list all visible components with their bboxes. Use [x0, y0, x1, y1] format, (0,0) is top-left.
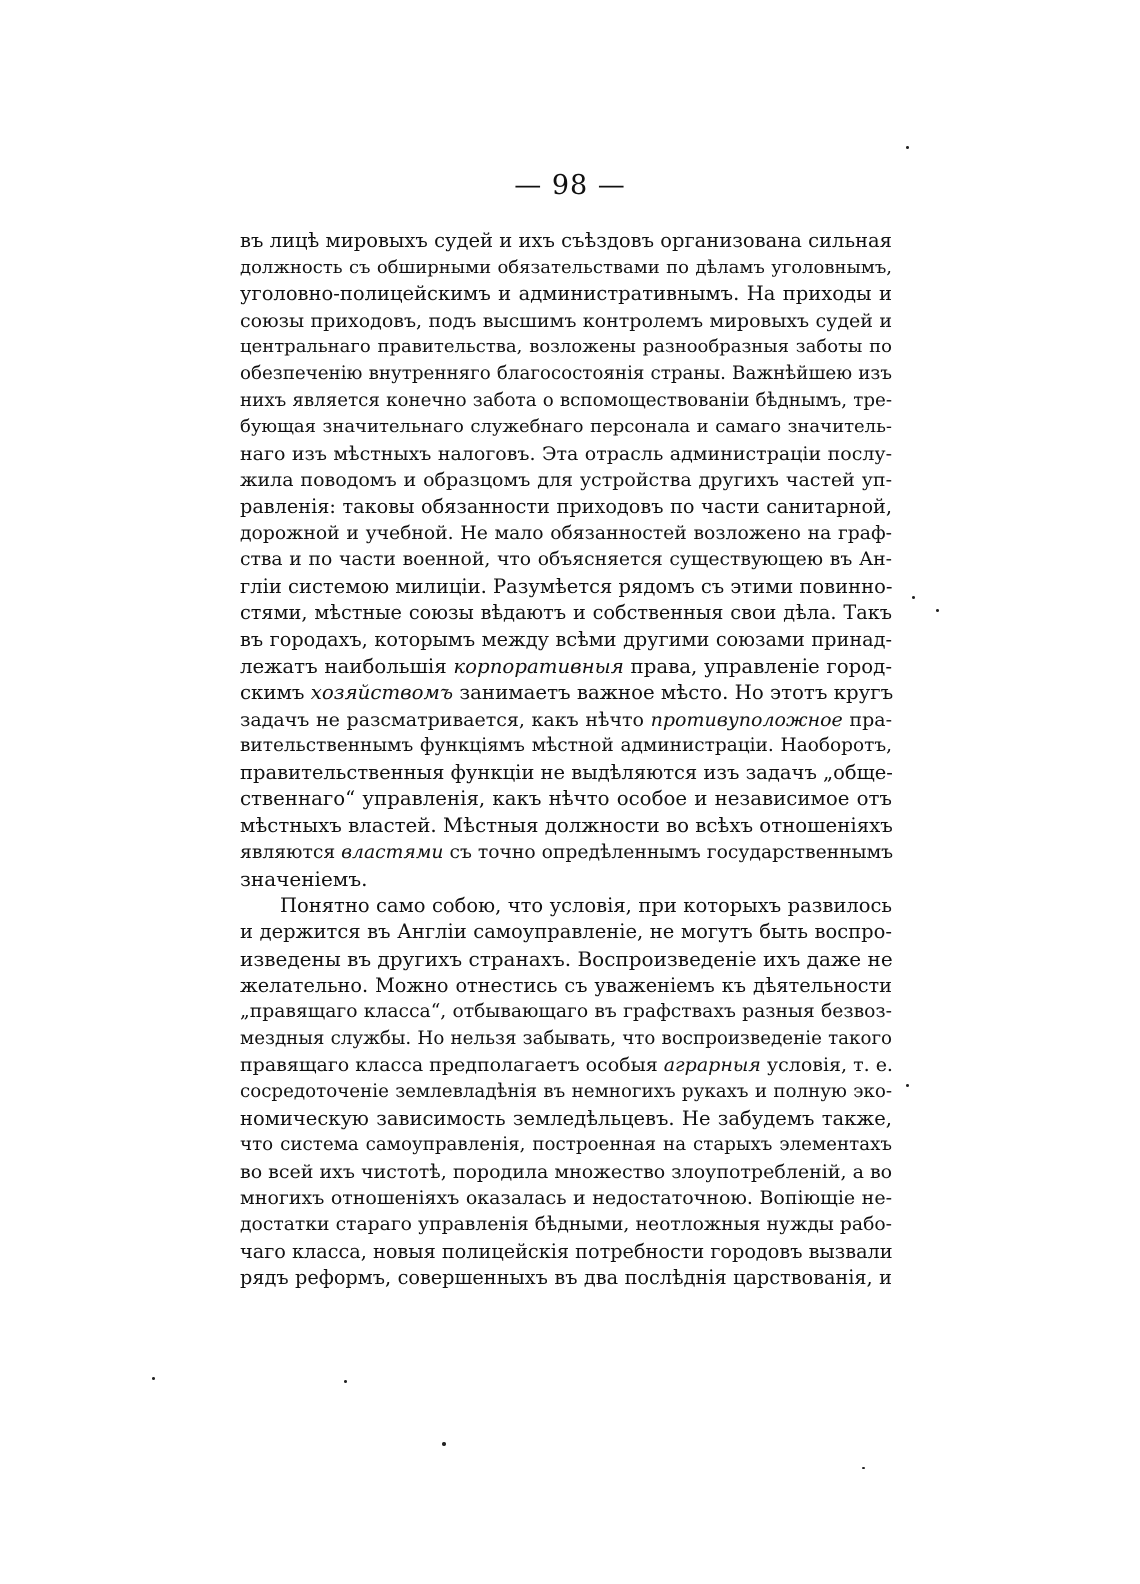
paragraph-2	[240, 893, 892, 1292]
text-line	[240, 627, 892, 654]
line-text: желательно. Можно отнестись съ уваженіемъ къ дѣятельности	[240, 973, 892, 997]
line-text: занимаетъ важное мѣсто. Но этотъ кругъ	[453, 681, 894, 705]
line-text: задачъ не разсматривается, какъ нѣчто	[240, 708, 651, 731]
text-line	[240, 760, 892, 787]
line-text: условія, т. е.	[760, 1054, 893, 1077]
text-line	[240, 334, 892, 361]
italic-emphasis: аграрныя	[663, 1054, 761, 1077]
text-line	[240, 521, 892, 548]
line-text: скимъ	[240, 681, 311, 705]
italic-emphasis: корпоративныя	[453, 654, 624, 678]
line-text: ственнаго“ управленія, какъ нѣчто особое и независимое отъ	[240, 787, 892, 811]
line-text: мездныя службы. Но нельзя забывать, что воспроизведеніе такого	[240, 1027, 892, 1049]
scan-speck	[152, 1377, 155, 1380]
line-text: что система самоуправленія, построенная на старыхъ элементахъ	[240, 1134, 892, 1156]
italic-emphasis: хозяйствомъ	[310, 681, 454, 705]
line-text: сосредоточеніе землевладѣнія въ немногихъ рукахъ и полную эко-	[240, 1081, 892, 1102]
text-line	[240, 999, 892, 1026]
scan-speck	[906, 146, 909, 149]
text-line	[240, 893, 892, 920]
scan-speck	[906, 1084, 909, 1087]
text-line	[240, 1159, 892, 1186]
line-text: ства и по части военной, что объясняется существующею въ Ан-	[240, 549, 892, 571]
text-line	[240, 1052, 892, 1079]
line-text: мѣстныхъ властей. Мѣстныя должности во всѣхъ отношеніяхъ	[240, 814, 893, 838]
line-text: пра-	[842, 708, 892, 731]
text-line	[240, 866, 892, 893]
scan-speck	[912, 596, 915, 599]
scan-speck	[862, 1467, 865, 1469]
text-line	[240, 946, 892, 973]
text-line	[240, 361, 892, 388]
line-text: жила поводомъ и образцомъ для устройства другихъ частей уп-	[240, 469, 892, 492]
line-text: правящаго класса предполагаетъ особыя	[240, 1054, 664, 1077]
line-text: дорожной и учебной. Не мало обязанностей возложено на граф-	[240, 522, 892, 544]
line-text: являются	[240, 841, 342, 863]
text-line	[240, 786, 892, 813]
text-line	[240, 840, 892, 867]
line-text: многихъ отношеніяхъ оказалась и недостаточною. Вопіющіе не-	[240, 1187, 892, 1210]
body-text	[240, 228, 892, 1292]
paragraph-1	[240, 228, 892, 893]
line-text: „правящаго класса“, отбывающаго въ графствахъ разныя безвоз-	[240, 1001, 892, 1023]
line-text: союзы приходовъ, подъ высшимъ контролемъ мировыхъ судей и	[240, 309, 892, 332]
line-text: Понятно само собою, что условія, при которыхъ развилось	[280, 893, 892, 917]
text-line	[240, 707, 892, 734]
italic-emphasis: противуположное	[650, 708, 843, 731]
text-line	[240, 467, 892, 494]
text-line	[240, 919, 892, 946]
line-text: равленія: таковы обязанности приходовъ по части санитарной,	[240, 494, 892, 518]
text-line	[240, 388, 892, 415]
line-text: права, управленіе город-	[623, 654, 893, 678]
line-text: бующая значительнаго служебнаго персонала и самаго значитель-	[240, 416, 892, 438]
line-text: должность съ обширными обязательствами по дѣламъ уголовнымъ,	[240, 256, 892, 278]
line-text: значеніемъ.	[240, 867, 368, 892]
text-line	[240, 1106, 892, 1133]
line-text: правительственныя функціи не выдѣляются изъ задачъ „обще-	[240, 760, 893, 784]
line-text: рядъ реформъ, совершенныхъ въ два послѣднія царствованія, и	[240, 1266, 892, 1290]
text-line	[240, 1265, 892, 1292]
text-line	[240, 1026, 892, 1053]
line-text: въ городахъ, которымъ между всѣми другими союзами принад-	[240, 627, 892, 651]
line-text: и держится въ Англіи самоуправленіе, не могутъ быть воспро-	[240, 920, 892, 944]
line-text: вительственнымъ функціямъ мѣстной администраціи. Наоборотъ,	[240, 735, 892, 757]
line-text: чаго класса, новыя полицейскія потребности городовъ вызвали	[240, 1239, 893, 1263]
line-text: достатки стараго управленія бѣдными, неотложныя нужды рабо-	[240, 1213, 892, 1235]
text-line	[240, 1079, 892, 1106]
text-line	[240, 1132, 892, 1159]
line-text: стями, мѣстные союзы вѣдаютъ и собственныя свои дѣла. Такъ	[240, 601, 892, 625]
line-text: обезпеченію внутренняго благосостоянія страны. Важнѣйшею изъ	[240, 362, 892, 384]
italic-emphasis: властями	[341, 841, 444, 863]
text-line	[240, 813, 892, 840]
text-line	[240, 441, 892, 468]
text-line	[240, 733, 892, 760]
text-line	[240, 1239, 892, 1266]
text-line	[240, 547, 892, 574]
text-line	[240, 414, 892, 441]
scan-speck	[936, 609, 939, 612]
text-line	[240, 654, 892, 681]
text-line	[240, 1185, 892, 1212]
scan-speck	[344, 1380, 347, 1383]
scan-speck	[442, 1442, 446, 1446]
line-text: уголовно-полицейскимъ и административнымъ. На приходы и	[240, 282, 892, 306]
line-text: нихъ является конечно забота о вспомоществованіи бѣднымъ, тре-	[240, 389, 892, 411]
line-text: наго изъ мѣстныхъ налоговъ. Эта отрасль администраціи послу-	[240, 442, 892, 465]
text-line	[240, 228, 892, 255]
line-text: номическую зависимость земледѣльцевъ. Не забудемъ также,	[240, 1106, 892, 1130]
text-line	[240, 973, 892, 1000]
line-text: изведены въ другихъ странахъ. Воспроизведеніе ихъ даже не	[240, 947, 893, 972]
text-line	[240, 255, 892, 282]
line-text: гліи системою милиціи. Разумѣется рядомъ съ этими повинно-	[240, 574, 893, 598]
text-line	[240, 600, 892, 627]
line-text: во всей ихъ чистотѣ, породила множество злоупотребленій, а во	[240, 1160, 893, 1183]
line-text: центральнаго правительства, возложены разнообразныя заботы по	[240, 336, 892, 358]
text-line	[240, 680, 892, 707]
line-text: съ точно опредѣленнымъ государственнымъ	[443, 841, 894, 863]
text-line	[240, 308, 892, 335]
text-line	[240, 574, 892, 601]
text-line	[240, 494, 892, 521]
page-number: — 98 —	[514, 170, 626, 201]
line-text: лежатъ наибольшія	[240, 654, 454, 678]
text-line	[240, 1212, 892, 1239]
line-text: въ лицѣ мировыхъ судей и ихъ съѣздовъ организована сильная	[240, 229, 892, 252]
text-line	[240, 281, 892, 308]
